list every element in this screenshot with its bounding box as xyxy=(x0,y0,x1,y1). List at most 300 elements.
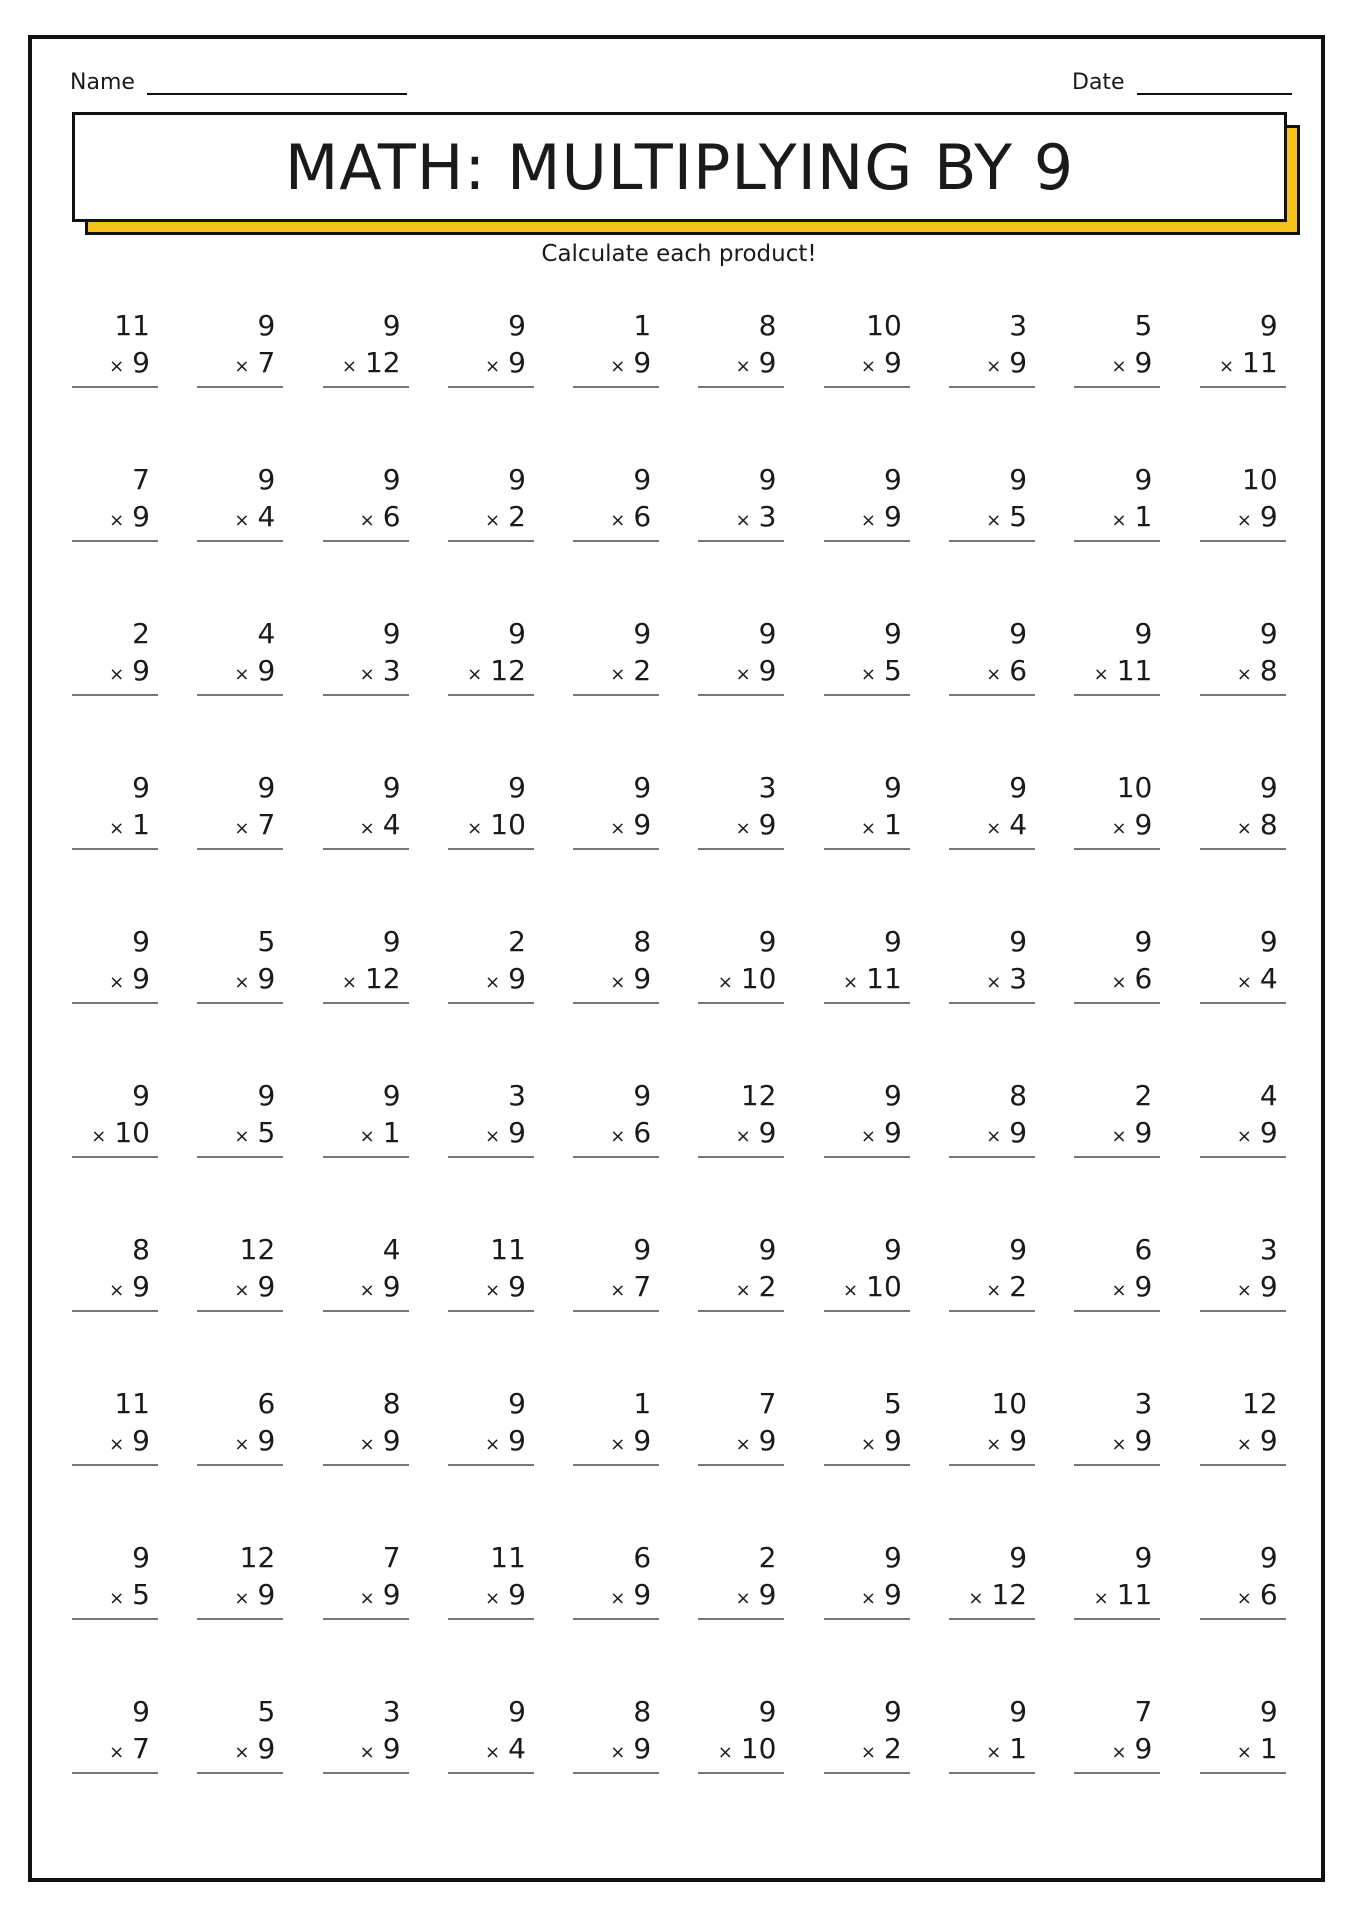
answer-line[interactable] xyxy=(448,1156,534,1158)
problem-6-7[interactable] xyxy=(824,1080,910,1234)
multiplier-row xyxy=(1237,963,1278,999)
problem-7-10[interactable] xyxy=(1200,1234,1286,1388)
problem-5-10[interactable] xyxy=(1200,926,1286,1080)
problem-7-9[interactable] xyxy=(1074,1234,1160,1388)
answer-line[interactable] xyxy=(1200,1310,1286,1312)
multiplier: 4 xyxy=(508,1732,526,1765)
problem-8-4[interactable] xyxy=(448,1388,534,1542)
problem-7-1[interactable] xyxy=(72,1234,158,1388)
multiplicand: 9 xyxy=(633,1079,652,1112)
answer-line[interactable] xyxy=(698,1772,784,1774)
times-sign: × xyxy=(234,1126,250,1147)
problem-9-5[interactable] xyxy=(573,1542,659,1696)
problem-1-6[interactable] xyxy=(698,310,784,464)
multiplicand: 9 xyxy=(508,771,526,804)
problem-1-3[interactable] xyxy=(323,310,409,464)
multiplicand: 9 xyxy=(132,1079,150,1112)
name-line[interactable] xyxy=(147,73,407,95)
answer-line[interactable] xyxy=(949,386,1035,388)
multiplicand: 9 xyxy=(633,463,652,496)
problem-2-10[interactable] xyxy=(1200,464,1286,618)
answer-line[interactable] xyxy=(72,386,158,388)
times-sign: × xyxy=(1236,1280,1252,1301)
problem-1-2[interactable] xyxy=(197,310,283,464)
multiplier-row xyxy=(861,1733,902,1769)
times-sign: × xyxy=(735,1588,751,1609)
answer-line[interactable] xyxy=(573,1464,659,1466)
times-sign: × xyxy=(1236,1742,1252,1763)
multiplicand: 9 xyxy=(883,1233,902,1266)
problem-9-2[interactable] xyxy=(197,1542,283,1696)
problem-3-8[interactable] xyxy=(949,618,1035,772)
instructions: Calculate each product! xyxy=(541,241,817,267)
answer-line[interactable] xyxy=(197,1618,283,1620)
answer-line[interactable] xyxy=(72,540,158,542)
problem-4-10[interactable] xyxy=(1200,772,1286,926)
answer-line[interactable] xyxy=(824,848,910,850)
multiplier: 2 xyxy=(883,1732,902,1765)
problem-4-9[interactable] xyxy=(1074,772,1160,926)
times-sign: × xyxy=(1236,818,1252,839)
answer-line[interactable] xyxy=(1200,1618,1286,1620)
multiplier-row xyxy=(986,501,1027,537)
answer-line[interactable] xyxy=(949,1002,1035,1004)
answer-line[interactable] xyxy=(1200,848,1286,850)
answer-line[interactable] xyxy=(1200,694,1286,696)
problem-10-2[interactable] xyxy=(197,1696,283,1850)
answer-line[interactable] xyxy=(323,386,409,388)
problem-5-1[interactable] xyxy=(72,926,158,1080)
times-sign: × xyxy=(234,356,250,377)
problem-5-2[interactable] xyxy=(197,926,283,1080)
problem-6-5[interactable] xyxy=(573,1080,659,1234)
answer-line[interactable] xyxy=(1074,386,1160,388)
problem-3-10[interactable] xyxy=(1200,618,1286,772)
problem-5-5[interactable] xyxy=(573,926,659,1080)
multiplier-row xyxy=(1111,963,1152,999)
times-sign: × xyxy=(484,356,501,377)
answer-line[interactable] xyxy=(323,1156,409,1158)
times-sign: × xyxy=(610,1126,626,1147)
problem-1-5[interactable] xyxy=(573,310,659,464)
answer-line[interactable] xyxy=(1200,1772,1286,1774)
answer-line[interactable] xyxy=(573,1618,659,1620)
times-sign: × xyxy=(359,1126,375,1147)
answer-line[interactable] xyxy=(323,1002,409,1004)
problem-1-8[interactable] xyxy=(949,310,1035,464)
times-sign: × xyxy=(359,818,375,839)
multiplier-row xyxy=(234,347,275,383)
answer-line[interactable] xyxy=(949,1310,1035,1312)
answer-line[interactable] xyxy=(824,1156,910,1158)
answer-line[interactable] xyxy=(197,1156,283,1158)
answer-line[interactable] xyxy=(824,1310,910,1312)
multiplier: 9 xyxy=(1259,500,1278,533)
answer-line[interactable] xyxy=(573,386,659,388)
answer-line[interactable] xyxy=(72,1310,158,1312)
answer-line[interactable] xyxy=(72,1618,158,1620)
times-sign: × xyxy=(1236,664,1252,685)
problem-9-3[interactable] xyxy=(323,1542,409,1696)
answer-line[interactable] xyxy=(323,1772,409,1774)
problem-2-3[interactable] xyxy=(323,464,409,618)
problem-2-4[interactable] xyxy=(448,464,534,618)
problem-8-10[interactable] xyxy=(1200,1388,1286,1542)
times-sign: × xyxy=(860,510,876,531)
date-field[interactable] xyxy=(1072,70,1292,95)
multiplier: 9 xyxy=(758,1424,777,1457)
answer-line[interactable] xyxy=(197,694,283,696)
answer-line[interactable] xyxy=(698,1618,784,1620)
answer-line[interactable] xyxy=(448,694,534,696)
answer-line[interactable] xyxy=(1074,540,1160,542)
multiplier-row xyxy=(1111,1117,1152,1153)
multiplier-row xyxy=(610,655,651,691)
problem-9-10[interactable] xyxy=(1200,1542,1286,1696)
problem-10-6[interactable] xyxy=(698,1696,784,1850)
problem-7-8[interactable] xyxy=(949,1234,1035,1388)
answer-line[interactable] xyxy=(698,1464,784,1466)
multiplicand: 9 xyxy=(257,1079,276,1112)
answer-line[interactable] xyxy=(72,1156,158,1158)
problem-8-5[interactable] xyxy=(573,1388,659,1542)
answer-line[interactable] xyxy=(949,1156,1035,1158)
answer-line[interactable] xyxy=(448,1772,534,1774)
answer-line[interactable] xyxy=(824,1002,910,1004)
answer-line[interactable] xyxy=(197,386,283,388)
answer-line[interactable] xyxy=(197,1310,283,1312)
multiplier: 11 xyxy=(866,962,902,995)
multiplicand: 2 xyxy=(132,617,150,650)
answer-line[interactable] xyxy=(1200,1464,1286,1466)
problem-6-10[interactable] xyxy=(1200,1080,1286,1234)
answer-line[interactable] xyxy=(698,1156,784,1158)
answer-line[interactable] xyxy=(698,848,784,850)
problem-6-1[interactable] xyxy=(72,1080,158,1234)
answer-line[interactable] xyxy=(323,848,409,850)
multiplier: 12 xyxy=(490,654,526,687)
problem-2-7[interactable] xyxy=(824,464,910,618)
problem-9-6[interactable] xyxy=(698,1542,784,1696)
answer-line[interactable] xyxy=(448,848,534,850)
answer-line[interactable] xyxy=(197,540,283,542)
multiplier: 9 xyxy=(257,1270,276,1303)
times-sign: × xyxy=(91,1126,107,1147)
times-sign: × xyxy=(986,1434,1002,1455)
times-sign: × xyxy=(986,1742,1002,1763)
answer-line[interactable] xyxy=(1074,848,1160,850)
answer-line[interactable] xyxy=(573,694,659,696)
multiplicand: 9 xyxy=(883,463,902,496)
problem-10-5[interactable] xyxy=(573,1696,659,1850)
answer-line[interactable] xyxy=(698,1002,784,1004)
multiplier: 9 xyxy=(883,1578,902,1611)
times-sign: × xyxy=(717,1742,733,1763)
problem-1-1[interactable] xyxy=(72,310,158,464)
problem-7-2[interactable] xyxy=(197,1234,283,1388)
multiplier: 12 xyxy=(364,962,401,995)
multiplier-row xyxy=(234,809,275,845)
answer-line[interactable] xyxy=(949,694,1035,696)
answer-line[interactable] xyxy=(197,848,283,850)
times-sign: × xyxy=(359,1588,375,1609)
multiplier: 12 xyxy=(364,346,401,379)
multiplicand: 9 xyxy=(132,1541,150,1574)
problem-1-9[interactable] xyxy=(1074,310,1160,464)
answer-line[interactable] xyxy=(824,540,910,542)
problem-3-4[interactable] xyxy=(448,618,534,772)
problem-8-3[interactable] xyxy=(323,1388,409,1542)
multiplicand: 9 xyxy=(382,1079,401,1112)
problem-8-1[interactable] xyxy=(72,1388,158,1542)
problem-2-1[interactable] xyxy=(72,464,158,618)
answer-line[interactable] xyxy=(1074,1464,1160,1466)
multiplier: 9 xyxy=(633,346,652,379)
problem-3-1[interactable] xyxy=(72,618,158,772)
answer-line[interactable] xyxy=(573,1310,659,1312)
problem-5-8[interactable] xyxy=(949,926,1035,1080)
answer-line[interactable] xyxy=(949,1772,1035,1774)
problem-6-8[interactable] xyxy=(949,1080,1035,1234)
multiplier-row xyxy=(610,1733,651,1769)
answer-line[interactable] xyxy=(949,848,1035,850)
multiplier-row xyxy=(360,809,401,845)
multiplier: 9 xyxy=(508,1116,526,1149)
answer-line[interactable] xyxy=(573,848,659,850)
multiplier: 9 xyxy=(758,1116,777,1149)
multiplier: 9 xyxy=(883,1424,902,1457)
name-field[interactable] xyxy=(70,70,407,95)
answer-line[interactable] xyxy=(824,1618,910,1620)
problem-10-4[interactable] xyxy=(448,1696,534,1850)
multiplier-row xyxy=(986,1425,1027,1461)
answer-line[interactable] xyxy=(1074,1310,1160,1312)
problem-7-6[interactable] xyxy=(698,1234,784,1388)
multiplier-row xyxy=(234,963,275,999)
problem-3-9[interactable] xyxy=(1074,618,1160,772)
answer-line[interactable] xyxy=(448,1618,534,1620)
problem-1-4[interactable] xyxy=(448,310,534,464)
problem-6-9[interactable] xyxy=(1074,1080,1160,1234)
problem-3-6[interactable] xyxy=(698,618,784,772)
problem-4-1[interactable] xyxy=(72,772,158,926)
times-sign: × xyxy=(610,1742,626,1763)
problem-10-8[interactable] xyxy=(949,1696,1035,1850)
answer-line[interactable] xyxy=(1200,1156,1286,1158)
answer-line[interactable] xyxy=(72,694,158,696)
answer-line[interactable] xyxy=(72,1464,158,1466)
multiplier-row xyxy=(610,1425,651,1461)
multiplier-row xyxy=(986,655,1027,691)
problem-4-5[interactable] xyxy=(573,772,659,926)
answer-line[interactable] xyxy=(573,1156,659,1158)
times-sign: × xyxy=(234,972,250,993)
problem-9-9[interactable] xyxy=(1074,1542,1160,1696)
multiplier-row xyxy=(610,809,651,845)
problem-5-7[interactable] xyxy=(824,926,910,1080)
problem-1-7[interactable] xyxy=(824,310,910,464)
multiplier: 6 xyxy=(1259,1578,1278,1611)
multiplier-row xyxy=(986,1733,1027,1769)
answer-line[interactable] xyxy=(448,540,534,542)
problem-10-10[interactable] xyxy=(1200,1696,1286,1850)
answer-line[interactable] xyxy=(72,1772,158,1774)
answer-line[interactable] xyxy=(448,1002,534,1004)
multiplier: 9 xyxy=(132,1424,150,1457)
multiplier-row xyxy=(736,501,777,537)
answer-line[interactable] xyxy=(448,1310,534,1312)
multiplicand: 3 xyxy=(1259,1233,1278,1266)
multiplier: 9 xyxy=(633,1424,652,1457)
answer-line[interactable] xyxy=(323,694,409,696)
multiplicand: 10 xyxy=(991,1387,1028,1420)
problem-8-2[interactable] xyxy=(197,1388,283,1542)
answer-line[interactable] xyxy=(698,1310,784,1312)
answer-line[interactable] xyxy=(1074,694,1160,696)
answer-line[interactable] xyxy=(573,540,659,542)
problem-9-8[interactable] xyxy=(949,1542,1035,1696)
problem-2-2[interactable] xyxy=(197,464,283,618)
multiplier: 3 xyxy=(758,500,777,533)
times-sign: × xyxy=(1111,1126,1127,1147)
problem-4-2[interactable] xyxy=(197,772,283,926)
date-line[interactable] xyxy=(1137,73,1292,95)
answer-line[interactable] xyxy=(448,1464,534,1466)
multiplicand: 9 xyxy=(883,1695,902,1728)
answer-line[interactable] xyxy=(949,540,1035,542)
problem-4-3[interactable] xyxy=(323,772,409,926)
times-sign: × xyxy=(234,818,250,839)
problem-6-2[interactable] xyxy=(197,1080,283,1234)
multiplicand: 9 xyxy=(883,925,902,958)
times-sign: × xyxy=(735,664,751,685)
answer-line[interactable] xyxy=(824,386,910,388)
problem-2-5[interactable] xyxy=(573,464,659,618)
problem-9-7[interactable] xyxy=(824,1542,910,1696)
answer-line[interactable] xyxy=(1200,540,1286,542)
problem-4-4[interactable] xyxy=(448,772,534,926)
multiplier: 1 xyxy=(1259,1732,1278,1765)
multiplicand: 11 xyxy=(114,309,150,342)
multiplier: 9 xyxy=(1134,1424,1153,1457)
answer-line[interactable] xyxy=(1200,386,1286,388)
multiplier: 9 xyxy=(633,962,652,995)
problem-6-4[interactable] xyxy=(448,1080,534,1234)
times-sign: × xyxy=(484,1742,501,1763)
problem-7-7[interactable] xyxy=(824,1234,910,1388)
problem-6-3[interactable] xyxy=(323,1080,409,1234)
answer-line[interactable] xyxy=(1074,1772,1160,1774)
multiplicand: 9 xyxy=(508,1695,526,1728)
problem-6-6[interactable] xyxy=(698,1080,784,1234)
problem-3-5[interactable] xyxy=(573,618,659,772)
times-sign: × xyxy=(109,664,125,685)
problem-2-6[interactable] xyxy=(698,464,784,618)
multiplier-row xyxy=(234,1271,275,1307)
answer-line[interactable] xyxy=(72,848,158,850)
multiplier-row xyxy=(718,1733,777,1769)
answer-line[interactable] xyxy=(323,1464,409,1466)
answer-line[interactable] xyxy=(1074,1002,1160,1004)
multiplier: 9 xyxy=(758,808,777,841)
multiplier-row xyxy=(485,1733,526,1769)
problem-5-6[interactable] xyxy=(698,926,784,1080)
answer-line[interactable] xyxy=(72,1002,158,1004)
problem-8-7[interactable] xyxy=(824,1388,910,1542)
answer-line[interactable] xyxy=(1200,1002,1286,1004)
answer-line[interactable] xyxy=(698,540,784,542)
answer-line[interactable] xyxy=(573,1772,659,1774)
answer-line[interactable] xyxy=(197,1772,283,1774)
answer-line[interactable] xyxy=(448,386,534,388)
problem-3-3[interactable] xyxy=(323,618,409,772)
problem-3-2[interactable] xyxy=(197,618,283,772)
problem-5-9[interactable] xyxy=(1074,926,1160,1080)
answer-line[interactable] xyxy=(698,386,784,388)
problem-8-8[interactable] xyxy=(949,1388,1035,1542)
answer-line[interactable] xyxy=(824,694,910,696)
multiplier-row xyxy=(360,1425,401,1461)
problem-4-7[interactable] xyxy=(824,772,910,926)
multiplicand: 9 xyxy=(758,1695,777,1728)
problem-10-9[interactable] xyxy=(1074,1696,1160,1850)
problem-7-4[interactable] xyxy=(448,1234,534,1388)
answer-line[interactable] xyxy=(698,694,784,696)
answer-line[interactable] xyxy=(323,1310,409,1312)
answer-line[interactable] xyxy=(197,1002,283,1004)
problem-9-1[interactable] xyxy=(72,1542,158,1696)
problem-10-7[interactable] xyxy=(824,1696,910,1850)
multiplicand: 5 xyxy=(883,1387,902,1420)
problem-2-8[interactable] xyxy=(949,464,1035,618)
answer-line[interactable] xyxy=(824,1772,910,1774)
problem-5-4[interactable] xyxy=(448,926,534,1080)
page-title: MATH: MULTIPLYING BY 9 xyxy=(284,130,1075,204)
answer-line[interactable] xyxy=(1074,1618,1160,1620)
problem-4-8[interactable] xyxy=(949,772,1035,926)
problem-10-1[interactable] xyxy=(72,1696,158,1850)
problem-10-3[interactable] xyxy=(323,1696,409,1850)
problem-8-9[interactable] xyxy=(1074,1388,1160,1542)
problem-7-5[interactable] xyxy=(573,1234,659,1388)
problem-3-7[interactable] xyxy=(824,618,910,772)
multiplicand: 9 xyxy=(132,1695,150,1728)
multiplicand: 2 xyxy=(508,925,526,958)
answer-line[interactable] xyxy=(573,1002,659,1004)
multiplier: 10 xyxy=(866,1270,902,1303)
answer-line[interactable] xyxy=(197,1464,283,1466)
answer-line[interactable] xyxy=(949,1618,1035,1620)
problem-4-6[interactable] xyxy=(698,772,784,926)
multiplicand: 9 xyxy=(883,617,902,650)
problem-8-6[interactable] xyxy=(698,1388,784,1542)
problem-7-3[interactable] xyxy=(323,1234,409,1388)
problem-9-4[interactable] xyxy=(448,1542,534,1696)
problem-1-10[interactable] xyxy=(1200,310,1286,464)
answer-line[interactable] xyxy=(1074,1156,1160,1158)
multiplier-row xyxy=(485,1579,526,1615)
multiplier: 9 xyxy=(1134,1732,1153,1765)
multiplier-row xyxy=(1237,809,1278,845)
answer-line[interactable] xyxy=(323,1618,409,1620)
multiplier-row xyxy=(467,809,526,845)
problem-5-3[interactable] xyxy=(323,926,409,1080)
answer-line[interactable] xyxy=(824,1464,910,1466)
answer-line[interactable] xyxy=(949,1464,1035,1466)
multiplicand: 9 xyxy=(508,1387,526,1420)
answer-line[interactable] xyxy=(323,540,409,542)
problem-2-9[interactable] xyxy=(1074,464,1160,618)
